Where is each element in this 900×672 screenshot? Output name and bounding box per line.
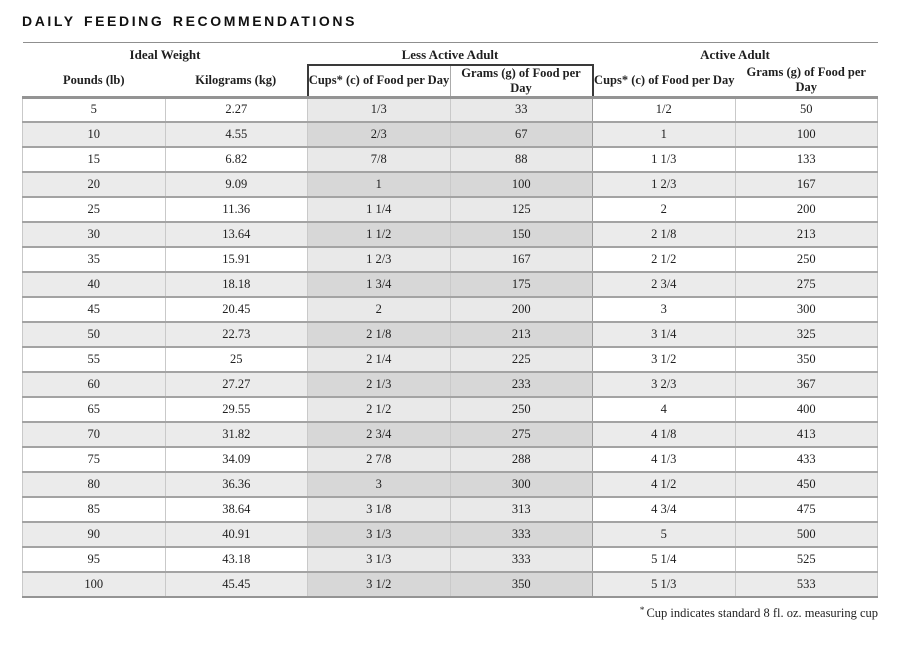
cell: 333 bbox=[450, 547, 593, 572]
cell: 1 1/3 bbox=[593, 147, 736, 172]
cell: 1 2/3 bbox=[308, 247, 451, 272]
table-row bbox=[23, 222, 878, 247]
cell: 1 bbox=[593, 122, 736, 147]
cell: 60 bbox=[23, 372, 166, 397]
cell: 413 bbox=[735, 422, 878, 447]
page-title: DAILY FEEDING RECOMMENDATIONS bbox=[22, 13, 358, 29]
cell: 3 2/3 bbox=[593, 372, 736, 397]
table-row bbox=[23, 522, 878, 547]
cell: 333 bbox=[450, 522, 593, 547]
cell: 90 bbox=[23, 522, 166, 547]
cell: 2 bbox=[593, 197, 736, 222]
cell: 200 bbox=[735, 197, 878, 222]
cell: 2 1/2 bbox=[308, 397, 451, 422]
column-header-row bbox=[23, 65, 878, 98]
cell: 3 1/3 bbox=[308, 547, 451, 572]
cell: 2 1/8 bbox=[593, 222, 736, 247]
cell: 275 bbox=[735, 272, 878, 297]
group-less-active-adult: Less Active Adult bbox=[308, 43, 593, 65]
cell: 213 bbox=[735, 222, 878, 247]
cell: 200 bbox=[450, 297, 593, 322]
cell: 2 1/4 bbox=[308, 347, 451, 372]
cell: 33 bbox=[450, 97, 593, 122]
cell: 2 1/3 bbox=[308, 372, 451, 397]
cell: 100 bbox=[735, 122, 878, 147]
cell: 70 bbox=[23, 422, 166, 447]
feeding-table bbox=[22, 42, 878, 598]
cell: 1/2 bbox=[593, 97, 736, 122]
cell: 125 bbox=[450, 197, 593, 222]
cell: 40 bbox=[23, 272, 166, 297]
cell: 250 bbox=[450, 397, 593, 422]
cell: 1/3 bbox=[308, 97, 451, 122]
cell: 350 bbox=[450, 572, 593, 597]
table-row bbox=[23, 147, 878, 172]
cell: 38.64 bbox=[165, 497, 308, 522]
cell: 475 bbox=[735, 497, 878, 522]
cell: 5 1/4 bbox=[593, 547, 736, 572]
footnote-asterisk: * bbox=[639, 606, 645, 616]
cell: 6.82 bbox=[165, 147, 308, 172]
col-header-grams-less-active: Grams (g) of Food per Day bbox=[450, 65, 593, 98]
table-row bbox=[23, 322, 878, 347]
cell: 500 bbox=[735, 522, 878, 547]
cell: 25 bbox=[23, 197, 166, 222]
cell: 50 bbox=[23, 322, 166, 347]
cell: 2 bbox=[308, 297, 451, 322]
cell: 300 bbox=[735, 297, 878, 322]
cell: 225 bbox=[450, 347, 593, 372]
cell: 100 bbox=[450, 172, 593, 197]
cell: 2 3/4 bbox=[308, 422, 451, 447]
cell: 95 bbox=[23, 547, 166, 572]
col-header-cups-active: Cups* (c) of Food per Day bbox=[593, 65, 736, 98]
col-header-cups-less-active: Cups* (c) of Food per Day bbox=[308, 65, 451, 98]
cell: 5 bbox=[23, 97, 166, 122]
table-header bbox=[23, 43, 878, 98]
table-row bbox=[23, 347, 878, 372]
cell: 2/3 bbox=[308, 122, 451, 147]
cell: 75 bbox=[23, 447, 166, 472]
cell: 4 bbox=[593, 397, 736, 422]
table-body bbox=[23, 97, 878, 597]
cell: 288 bbox=[450, 447, 593, 472]
cell: 3 bbox=[308, 472, 451, 497]
cell: 9.09 bbox=[165, 172, 308, 197]
cell: 43.18 bbox=[165, 547, 308, 572]
cell: 1 bbox=[308, 172, 451, 197]
group-header-row bbox=[23, 43, 878, 65]
table-row bbox=[23, 397, 878, 422]
cell: 150 bbox=[450, 222, 593, 247]
footnote bbox=[22, 606, 878, 621]
cell: 15.91 bbox=[165, 247, 308, 272]
cell: 40.91 bbox=[165, 522, 308, 547]
cell: 3 1/2 bbox=[308, 572, 451, 597]
cell: 18.18 bbox=[165, 272, 308, 297]
cell: 300 bbox=[450, 472, 593, 497]
cell: 2 1/2 bbox=[593, 247, 736, 272]
cell: 3 1/2 bbox=[593, 347, 736, 372]
cell: 325 bbox=[735, 322, 878, 347]
cell: 400 bbox=[735, 397, 878, 422]
cell: 233 bbox=[450, 372, 593, 397]
cell: 35 bbox=[23, 247, 166, 272]
cell: 5 1/3 bbox=[593, 572, 736, 597]
cell: 3 1/3 bbox=[308, 522, 451, 547]
cell: 15 bbox=[23, 147, 166, 172]
table-row bbox=[23, 472, 878, 497]
table-row bbox=[23, 572, 878, 597]
cell: 367 bbox=[735, 372, 878, 397]
group-active-adult: Active Adult bbox=[593, 43, 878, 65]
cell: 88 bbox=[450, 147, 593, 172]
col-header-grams-active: Grams (g) of Food per Day bbox=[735, 65, 878, 98]
cell: 3 bbox=[593, 297, 736, 322]
table-row bbox=[23, 97, 878, 122]
cell: 175 bbox=[450, 272, 593, 297]
cell: 25 bbox=[165, 347, 308, 372]
table-row bbox=[23, 497, 878, 522]
cell: 533 bbox=[735, 572, 878, 597]
cell: 525 bbox=[735, 547, 878, 572]
cell: 4 1/3 bbox=[593, 447, 736, 472]
cell: 100 bbox=[23, 572, 166, 597]
table-row bbox=[23, 447, 878, 472]
cell: 4.55 bbox=[165, 122, 308, 147]
cell: 2 7/8 bbox=[308, 447, 451, 472]
cell: 3 1/4 bbox=[593, 322, 736, 347]
cell: 31.82 bbox=[165, 422, 308, 447]
cell: 275 bbox=[450, 422, 593, 447]
table-row bbox=[23, 172, 878, 197]
cell: 1 1/2 bbox=[308, 222, 451, 247]
footnote-text: Cup indicates standard 8 fl. oz. measuring cup bbox=[646, 606, 878, 620]
cell: 45.45 bbox=[165, 572, 308, 597]
table-row bbox=[23, 372, 878, 397]
cell: 10 bbox=[23, 122, 166, 147]
cell: 34.09 bbox=[165, 447, 308, 472]
col-header-pounds: Pounds (lb) bbox=[23, 65, 166, 98]
cell: 80 bbox=[23, 472, 166, 497]
cell: 133 bbox=[735, 147, 878, 172]
cell: 313 bbox=[450, 497, 593, 522]
cell: 3 1/8 bbox=[308, 497, 451, 522]
cell: 20 bbox=[23, 172, 166, 197]
cell: 67 bbox=[450, 122, 593, 147]
cell: 2 3/4 bbox=[593, 272, 736, 297]
cell: 2.27 bbox=[165, 97, 308, 122]
cell: 1 2/3 bbox=[593, 172, 736, 197]
table-row bbox=[23, 297, 878, 322]
cell: 65 bbox=[23, 397, 166, 422]
cell: 55 bbox=[23, 347, 166, 372]
cell: 36.36 bbox=[165, 472, 308, 497]
cell: 213 bbox=[450, 322, 593, 347]
table-row bbox=[23, 547, 878, 572]
cell: 5 bbox=[593, 522, 736, 547]
cell: 350 bbox=[735, 347, 878, 372]
cell: 20.45 bbox=[165, 297, 308, 322]
cell: 450 bbox=[735, 472, 878, 497]
table-row bbox=[23, 197, 878, 222]
cell: 1 3/4 bbox=[308, 272, 451, 297]
table-row bbox=[23, 272, 878, 297]
cell: 85 bbox=[23, 497, 166, 522]
cell: 50 bbox=[735, 97, 878, 122]
col-header-kilograms: Kilograms (kg) bbox=[165, 65, 308, 98]
cell: 45 bbox=[23, 297, 166, 322]
cell: 13.64 bbox=[165, 222, 308, 247]
cell: 4 1/2 bbox=[593, 472, 736, 497]
cell: 433 bbox=[735, 447, 878, 472]
group-ideal-weight: Ideal Weight bbox=[23, 43, 308, 65]
cell: 7/8 bbox=[308, 147, 451, 172]
cell: 4 1/8 bbox=[593, 422, 736, 447]
cell: 167 bbox=[735, 172, 878, 197]
table-row bbox=[23, 247, 878, 272]
cell: 29.55 bbox=[165, 397, 308, 422]
table-row bbox=[23, 422, 878, 447]
table-row bbox=[23, 122, 878, 147]
cell: 2 1/8 bbox=[308, 322, 451, 347]
cell: 22.73 bbox=[165, 322, 308, 347]
cell: 27.27 bbox=[165, 372, 308, 397]
cell: 4 3/4 bbox=[593, 497, 736, 522]
cell: 250 bbox=[735, 247, 878, 272]
cell: 11.36 bbox=[165, 197, 308, 222]
cell: 1 1/4 bbox=[308, 197, 451, 222]
cell: 30 bbox=[23, 222, 166, 247]
cell: 167 bbox=[450, 247, 593, 272]
